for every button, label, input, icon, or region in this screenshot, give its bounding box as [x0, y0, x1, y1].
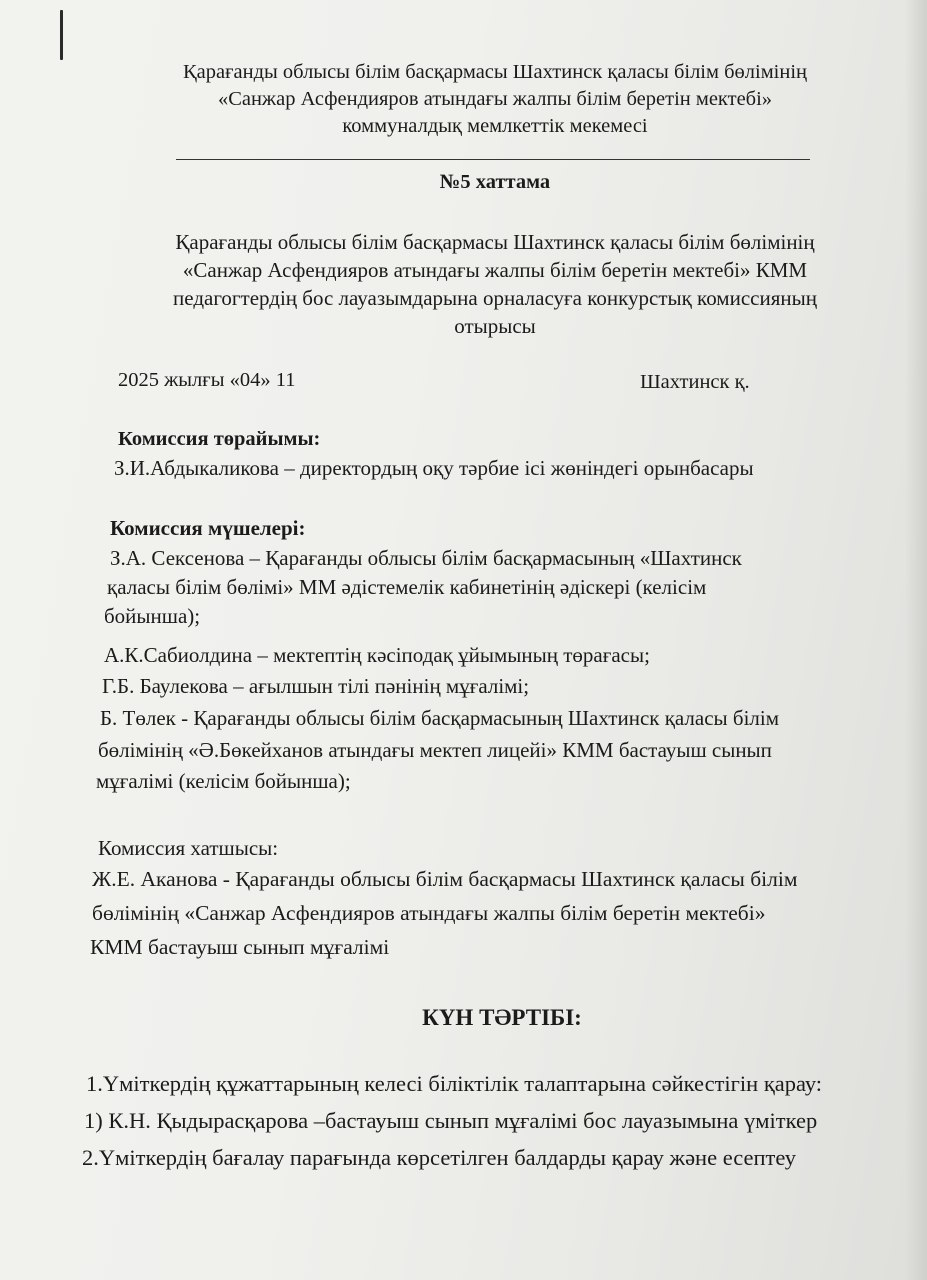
agenda-heading: КҮН ТӘРТІБІ: — [422, 1005, 582, 1030]
chair-text: З.И.Абдыкаликова – директордың оқу тәрбие ісі жөніндегі орынбасары — [114, 456, 754, 480]
agenda-item: 1.Үміткердің құжаттарының келесі біліктілік талаптарына сәйкестігін қарау: — [86, 1071, 823, 1096]
header-divider — [176, 159, 810, 160]
header-line-3: коммуналдық мемлкеттік мекемесі — [342, 115, 648, 137]
subtitle-line-3: педагогтердің бос лауазымдарына орналасуға конкурстық комиссияның — [173, 286, 817, 310]
subtitle-line-2: «Санжар Асфендияров атындағы жалпы білім беретін мектебі» КММ — [182, 258, 808, 282]
protocol-number: №5 хаттама — [439, 171, 551, 193]
meeting-date: 2025 жылғы «04» 11 — [118, 369, 296, 391]
header-line-2: «Санжар Асфендияров атындағы жалпы білім беретін мектебі» — [217, 88, 773, 110]
member-line: бойынша); — [104, 604, 201, 628]
member-line: бөлімінің «Ә.Бөкейханов атындағы мектеп лицейі» КММ бастауыш сынып — [98, 738, 772, 762]
subtitle-line-1: Қарағанды облысы білім басқармасы Шахтинск қаласы білім бөлімінің — [175, 230, 815, 254]
header-line-1: Қарағанды облысы білім басқармасы Шахтинск қаласы білім бөлімінің — [182, 61, 808, 83]
subtitle-line-4: отырысы — [454, 314, 536, 338]
member-line: А.К.Сабиолдина – мектептің кәсіподақ ұйымының төрағасы; — [104, 643, 650, 667]
member-line: Б. Төлек - Қарағанды облысы білім басқармасының Шахтинск қаласы білім — [100, 706, 780, 730]
member-line: З.А. Сексенова – Қарағанды облысы білім басқармасының «Шахтинск — [110, 546, 742, 570]
member-line: мұғалімі (келісім бойынша); — [96, 769, 351, 793]
agenda-item: 2.Үміткердің бағалау парағында көрсетілген балдарды қарау және есептеу — [82, 1145, 797, 1170]
member-line: Г.Б. Баулекова – ағылшын тілі пәнінің мұғалімі; — [102, 674, 530, 698]
meeting-place: Шахтинск қ. — [640, 371, 750, 393]
chair-heading: Комиссия төрайымы: — [118, 428, 321, 450]
secretary-line: Ж.Е. Аканова - Қарағанды облысы білім басқармасы Шахтинск қаласы білім — [92, 867, 798, 891]
secretary-line: КММ бастауыш сынып мұғалімі — [90, 935, 390, 959]
agenda-item: 1) К.Н. Қыдырасқарова –бастауыш сынып мұғалімі бос лауазымына үміткер — [84, 1108, 818, 1133]
members-heading: Комиссия мүшелері: — [110, 516, 306, 540]
binder-mark — [60, 10, 63, 60]
member-line: қаласы білім бөлімі» ММ әдістемелік кабинетінің әдіскері (келісім — [107, 575, 707, 599]
secretary-heading: Комиссия хатшысы: — [98, 836, 279, 860]
secretary-line: бөлімінің «Санжар Асфендияров атындағы жалпы білім беретін мектебі» — [92, 901, 766, 925]
